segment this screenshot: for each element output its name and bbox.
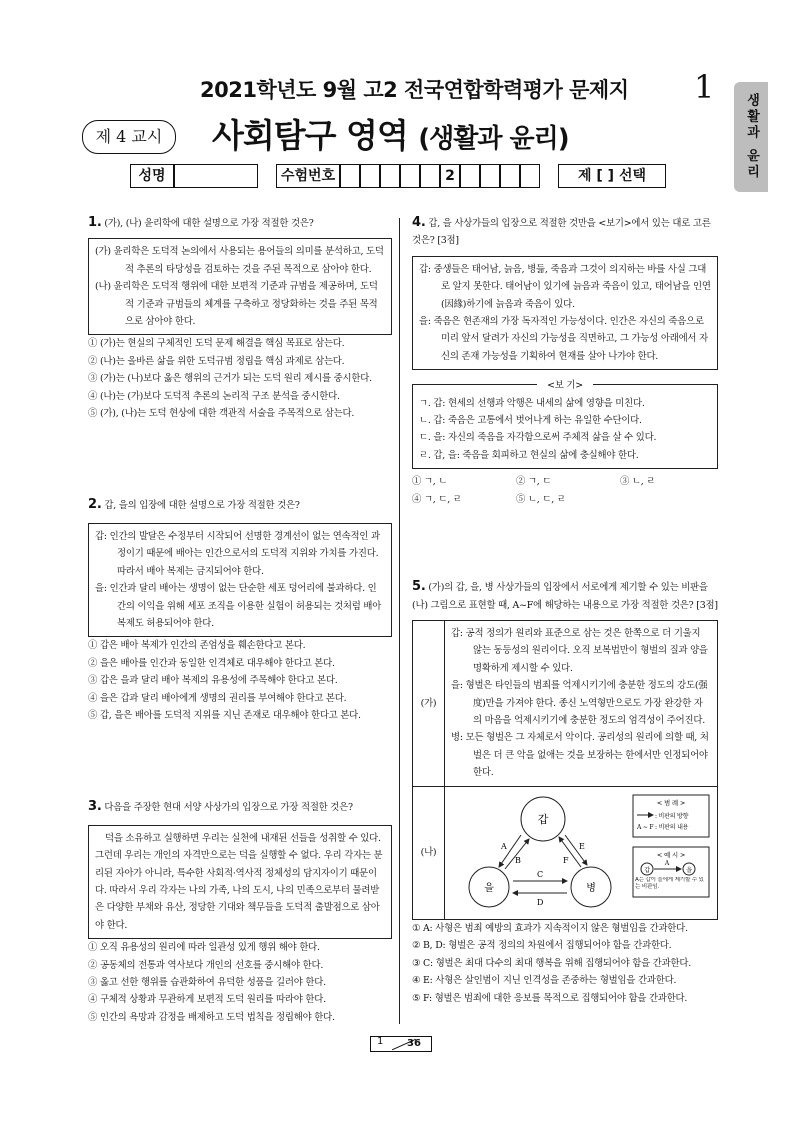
q5-table	[412, 620, 718, 920]
question-number: 2.	[88, 497, 102, 513]
ga-label: (가)	[413, 620, 445, 786]
passage-box	[412, 256, 718, 370]
exam-no-box[interactable]	[380, 164, 400, 188]
option-5[interactable]: ⑤ F: 형벌은 범죄에 대한 응보를 목적으로 집행되어야 함을 간과한다.	[412, 992, 688, 1004]
legend-text: A ~ F : 비판의 내용	[637, 823, 689, 831]
passage-line: 을: 형벌은 타인들의 범죄를 억제시키기에 충분한 정도의 강도(强度)만을 가져야 한다. 종신 노역형만으로도 가장 완강한 자의 마음을 억제시키기에 충분한 정도의 엄격성이 주어진다.	[451, 680, 708, 726]
passage-line: 을: 죽음은 현존재의 가장 독자적인 가능성이다. 인간은 자신의 죽음으로 미리 앞서 달려가 자신의 가능성을 직면하고, 그 가능성 아래에서 자신의 존재 가능성을 기획하여 현재를 살아 나가야 한다.	[419, 316, 708, 362]
page-number: 1	[694, 68, 715, 106]
subject-main: 사회탐구 영역	[212, 116, 408, 155]
question-1	[88, 214, 392, 422]
exam-no-box[interactable]	[420, 164, 440, 188]
criticism-diagram	[449, 791, 713, 909]
passage-line: 갑: 인간의 발달은 수정부터 시작되어 선명한 경계선이 없는 연속적인 과정이기 때문에 배아는 인간으로서의 도덕적 지위와 가치를 가진다. 따라서 배아 복제는 금지되어야 한다.	[95, 530, 380, 577]
option-4[interactable]: ④ 을은 갑과 달리 배아에게 생명의 권리를 부여해야 한다고 본다.	[88, 692, 347, 704]
question-5	[412, 578, 718, 1007]
passage-line: 을: 인간과 달리 배아는 생명이 없는 단순한 세포 덩어리에 불과하다. 인간의 이익을 위해 세포 조직을 이용한 실험이 허용되는 것처럼 배아 복제도 허용되어야 한다.	[95, 583, 382, 629]
passage-line: (가) 윤리학은 도덕적 논의에서 사용되는 용어들의 의미를 분석하고, 도덕적 추론의 타당성을 검토하는 것을 주된 목적으로 삼아야 한다.	[95, 246, 384, 275]
exam-no-box[interactable]	[400, 164, 420, 188]
question-number: 4.	[412, 215, 426, 230]
footer-total: 36	[407, 1038, 421, 1049]
edge-label: B	[515, 855, 521, 865]
bogi-title: <보 기>	[537, 377, 593, 394]
exam-no-box[interactable]	[340, 164, 360, 188]
question-stem: (가)의 갑, 을, 병 사상가들의 입장에서 서로에게 제기할 수 있는 비판을 (나) 그림으로 표현할 때, A~F에 해당하는 내용으로 가장 적절한 것은? [3점]	[412, 582, 718, 611]
bogi-item: ㄷ. 을: 자신의 죽음을 자각함으로써 주체적 삶을 살 수 있다.	[419, 432, 657, 444]
option-5[interactable]: ⑤ (가), (나)는 도덕 현상에 대한 객관적 서술을 주목적으로 삼는다.	[88, 408, 355, 420]
option-5[interactable]: ⑤ ㄴ, ㄷ, ㄹ	[516, 493, 566, 505]
footer-page: 1	[377, 1036, 384, 1047]
node-label: 을	[484, 882, 494, 894]
passage-line: (나) 윤리학은 도덕적 행위에 대한 보편적 기준과 규범을 제공하며, 도덕적 기준과 규범들의 체계를 구축하고 정당화하는 것을 주된 목적으로 삼아야 한다.	[95, 281, 378, 328]
question-2	[88, 496, 392, 724]
subject-side-tab: 생활과 윤리	[734, 82, 768, 192]
option-3[interactable]: ③ ㄴ, ㄹ	[620, 476, 656, 488]
option-1[interactable]: ① 오직 유용성의 원리에 따라 일관성 있게 행위 해야 한다.	[88, 942, 320, 954]
edge-label: D	[537, 897, 544, 907]
option-4[interactable]: ④ ㄱ, ㄷ, ㄹ	[412, 493, 462, 505]
exam-title: 2021학년도 9월 고2 전국연합학력평가 문제지	[200, 78, 629, 102]
passage-line: 갑: 중생들은 태어남, 늙음, 병듦, 죽음과 그것이 의지하는 바를 사실 그대로 알지 못한다. 태어남이 있기에 늙음과 죽음이 있고, 태어남을 인연(因緣)하기에 늙음과 죽음이 있다.	[419, 263, 711, 310]
option-4[interactable]: ④ E: 사형은 살인범이 지닌 인격성을 존중하는 형벌임을 간과한다.	[412, 975, 677, 987]
example-title: < 예 시 >	[656, 850, 686, 859]
bogi-item: ㄴ. 갑: 죽음은 고통에서 벗어나게 하는 유일한 수단이다.	[419, 415, 642, 427]
question-number: 1.	[88, 215, 102, 230]
option-2[interactable]: ② 공동체의 전통과 역사보다 개인의 선호를 중시해야 한다.	[88, 959, 324, 971]
bogi-item: ㄱ. 갑: 현세의 선행과 악행은 내세의 삶에 영향을 미친다.	[419, 397, 645, 409]
option-1[interactable]: ① (가)는 현실의 구체적인 도덕 문제 해결을 핵심 목표로 삼는다.	[88, 338, 345, 350]
option-1[interactable]: ① 갑은 배아 복제가 인간의 존엄성을 훼손한다고 본다.	[88, 640, 306, 652]
question-stem: 갑, 을 사상가들의 입장으로 적절한 것만을 <보기>에서 있는 대로 고른 것은? [3점]	[412, 218, 711, 247]
question-stem: (가), (나) 윤리학에 대한 설명으로 가장 적절한 것은?	[104, 218, 314, 229]
option-4[interactable]: ④ 구체적 상황과 무관하게 보편적 도덕 원리를 따라야 한다.	[88, 994, 326, 1006]
passage-box	[88, 523, 392, 637]
option-1[interactable]: ① A: 사형은 범죄 예방의 효과가 지속적이지 않은 형벌임을 간과한다.	[412, 922, 688, 934]
option-5[interactable]: ⑤ 인간의 욕망과 감정을 배제하고 도덕 법칙을 정립해야 한다.	[88, 1011, 335, 1023]
na-diagram-cell	[445, 786, 718, 919]
passage-box	[88, 238, 392, 335]
option-2[interactable]: ② B, D: 형벌은 공적 정의의 차원에서 집행되어야 함을 간과한다.	[412, 940, 672, 952]
node-label: 병	[586, 882, 596, 894]
edge-label: A	[501, 841, 507, 851]
exam-no-box[interactable]	[480, 164, 500, 188]
question-number: 3.	[88, 799, 102, 815]
name-label: 성명	[130, 164, 174, 188]
exam-no-label: 수험번호	[276, 164, 340, 188]
passage-line: 갑: 공적 정의가 원리와 표준으로 삼는 것은 한쪽으로 더 기울지 않는 동등성의 원리이다. 오직 보복법만이 형벌의 질과 양을 명확하게 제시할 수 있다.	[451, 627, 708, 674]
question-stem: 갑, 을의 입장에 대한 설명으로 가장 적절한 것은?	[104, 500, 300, 512]
node-label: 갑	[537, 812, 549, 826]
option-3[interactable]: ③ 옳고 선한 행위를 습관화하여 유덕한 성품을 길러야 한다.	[88, 977, 326, 988]
column-divider	[399, 218, 400, 1024]
options-grid	[412, 473, 718, 508]
na-label: (나)	[413, 786, 445, 919]
name-field[interactable]	[174, 164, 258, 188]
question-4	[412, 214, 718, 508]
option-2[interactable]: ② ㄱ, ㄷ	[516, 476, 552, 488]
example-node-label: 갑	[644, 866, 650, 874]
passage-line: 병: 모든 형벌은 그 자체로서 악이다. 공리성의 원리에 의할 때, 처벌은 더 큰 악을 없애는 것을 보장하는 한에서만 인정되어야 한다.	[451, 732, 709, 779]
option-4[interactable]: ④ (나)는 (가)보다 도덕적 추론의 논리적 구조 분석을 중시한다.	[88, 390, 340, 402]
right-column	[412, 214, 718, 1007]
subject-title	[212, 110, 569, 157]
option-1[interactable]: ① ㄱ, ㄴ	[412, 476, 448, 488]
question-number: 5.	[412, 579, 426, 595]
subject-sub: (생활과 윤리)	[418, 124, 569, 154]
option-2[interactable]: ② (나)는 올바른 삶을 위한 도덕규범 정립을 핵심 과제로 삼는다.	[88, 355, 345, 367]
choice-label: 제 [ ] 선택	[558, 164, 666, 188]
exam-no-box[interactable]	[500, 164, 520, 188]
option-3[interactable]: ③ 갑은 을과 달리 배아 복제의 유용성에 주목해야 한다고 본다.	[88, 675, 338, 687]
bogi-box	[412, 380, 718, 469]
example-node-label: 을	[686, 866, 692, 874]
question-3	[88, 798, 392, 1026]
legend-title: < 범 례 >	[656, 798, 686, 807]
option-2[interactable]: ② 을은 배아를 인간과 동일한 인격체로 대우해야 한다고 본다.	[88, 657, 335, 669]
example-text: A는 갑이 을에게 제기할 수 있는 비판임.	[635, 876, 704, 890]
question-stem: 다음을 주장한 현대 서양 사상가의 입장으로 가장 적절한 것은?	[104, 802, 353, 814]
left-column	[88, 214, 392, 1026]
example-text-wrap	[635, 877, 707, 897]
page-footer	[370, 1036, 432, 1052]
option-3[interactable]: ③ (가)는 (나)보다 옳은 행위의 근거가 되는 도덕 원리 제시를 중시한다.	[88, 373, 372, 385]
option-3[interactable]: ③ C: 형벌은 최대 다수의 최대 행복을 위해 집행되어야 함을 간과한다.	[412, 957, 691, 969]
bogi-item: ㄹ. 갑, 을: 죽음을 회피하고 현실의 삶에 충실해야 한다.	[419, 449, 639, 461]
example-edge-label: A	[664, 859, 670, 867]
exam-no-digit: 2	[440, 164, 460, 188]
edge-label: F	[563, 855, 569, 865]
edge-label: E	[579, 841, 585, 851]
option-5[interactable]: ⑤ 갑, 을은 배아를 도덕적 지위를 지닌 존재로 대우해야 한다고 본다.	[88, 709, 361, 721]
exam-no-box[interactable]	[460, 164, 480, 188]
passage-box: 덕을 소유하고 실행하면 우리는 실천에 내재된 선들을 성취할 수 있다. 그런데 우리는 개인의 자격만으로는 덕을 실행할 수 없다. 우리 각자는 분리된 자아가 아니라, 특수한 사회적·역사적 정체성의 담지자이기 때문이다. 따라서 우리 각자는 나의 가족, 나의 도시, 나의 민족으로부터 물려받은 다양한 부채와 유산, 정당한 기대와 책무들을 도덕적 출발점으로 삼아야 한다.	[88, 825, 392, 939]
exam-no-box[interactable]	[360, 164, 380, 188]
edge-label: C	[537, 869, 543, 879]
legend-text: : 비판의 방향	[655, 812, 689, 820]
ga-passage	[445, 620, 718, 786]
exam-no-box[interactable]	[520, 164, 540, 188]
period-badge: 제 4 교시	[82, 120, 176, 154]
